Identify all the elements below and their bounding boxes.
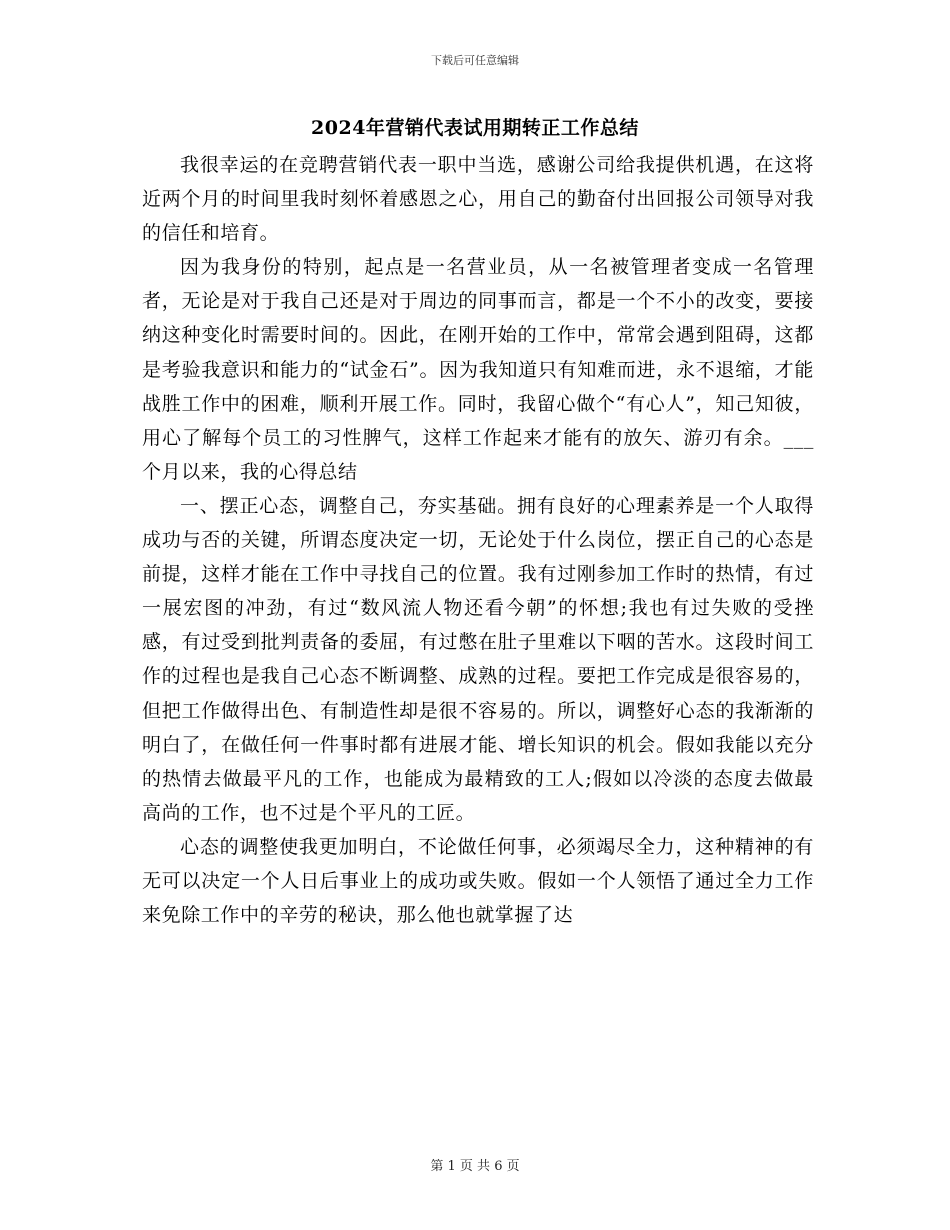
- document-body: [142, 148, 814, 932]
- body-paragraph-4: 心态的调整使我更加明白，不论做任何事，必须竭尽全力，这种精神的有无可以决定一个人日后事业上的成功或失败。假如一个人领悟了通过全力工作来免除工作中的辛劳的秘诀，那么他也就掌握了达: [142, 835, 814, 927]
- page-number: 第 1 页 共 6 页: [430, 1159, 520, 1174]
- body-paragraph-3: 一、摆正心态，调整自己，夯实基础。拥有良好的心理素养是一个人取得成功与否的关键，所谓态度决定一切，无论处于什么岗位，摆正自己的心态是前提，这样才能在工作中寻找自己的位置。我有过刚参加工作时的热情，有过一展宏图的冲劲，有过“数风流人物还看今朝”的怀想;我也有过失败的受挫感，有过受到批判责备的委屈，有过憋在肚子里难以下咽的苦水。这段时间工作的过程也是我自己心态不断调整、成熟的过程。要把工作完成是很容易的，但把工作做得出色、有制造性却是很不容易的。所以，调整好心态的我渐渐的明白了，在做任何一件事时都有进展才能、增长知识的机会。假如我能以充分的热情去做最平凡的工作，也能成为最精致的工人;假如以冷淡的态度去做最高尚的工作，也不过是个平凡的工匠。: [142, 494, 814, 824]
- header-note: 下载后可任意编辑: [431, 54, 519, 67]
- document-title: 2024年营销代表试用期转正工作总结: [311, 117, 639, 139]
- body-paragraph-1: 我很幸运的在竞聘营销代表一职中当选，感谢公司给我提供机遇，在这将近两个月的时间里我时刻怀着感恩之心，用自己的勤奋付出回报公司领导对我的信任和培育。: [142, 154, 814, 245]
- body-paragraph-2: 因为我身份的特别，起点是一名营业员，从一名被管理者变成一名管理者，无论是对于我自己还是对于周边的同事而言，都是一个不小的改变，要接纳这种变化时需要时间的。因此，在刚开始的工作中，常常会遇到阻碍，这都是考验我意识和能力的“试金石”。因为我知道只有知难而进，永不退缩，才能战胜工作中的困难，顺利开展工作。同时，我留心做个“有心人”，知己知彼，用心了解每个员工的习性脾气，这样工作起来才能有的放矢、游刃有余。___个月以来，我的心得总结: [142, 256, 814, 483]
